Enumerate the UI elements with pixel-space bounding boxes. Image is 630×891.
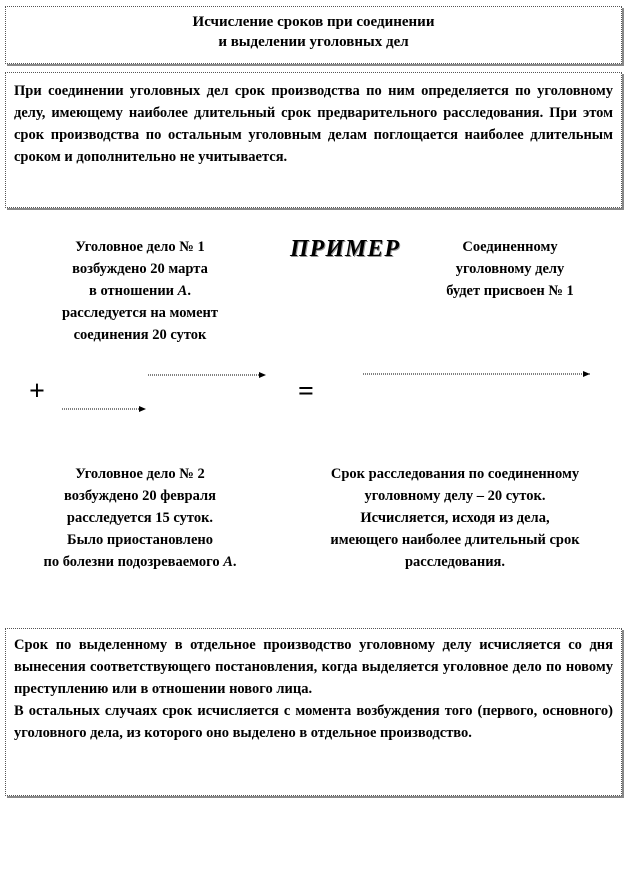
result-line-1: Срок расследования по соединенному [330,466,580,482]
title-line-1: Исчисление сроков при соединении [192,14,435,30]
case-2-line-1: Уголовное дело № 2 [75,466,205,482]
plus-sign: + [29,376,45,407]
case-2-line-2: возбуждено 20 февраля [64,488,216,504]
case-2-line-4: Было приостановлено [67,532,213,548]
case-2-person: А [223,554,233,570]
title-line-2: и выделении уголовных дел [218,34,409,50]
result-line-3: Исчисляется, исходя из дела, [360,510,550,526]
assign-line-3: будет присвоен № 1 [446,283,574,299]
case-1-line-5: соединения 20 суток [73,327,207,343]
example-label: ПРИМЕР [289,236,400,262]
separation-para-2: В остальных случаях срок исчисляется с момента возбуждения того (первого, основного) уголовного дела, из которого оно выделено в отдельное производство. [14,703,613,741]
separation-para-1: Срок по выделенному в отдельное производство уголовному делу исчисляется со дня вынесения соответствующего постановления, когда выделяется уголовное дело по новому преступлению или в отношении нового лица. [14,637,613,697]
case-1-line-4: расследуется на момент [61,305,219,321]
intro-text: При соединении уголовных дел срок производства по ним определяется по уголовному делу, имеющему наиболее длительный срок предварительного расследования. При этом срок производства по остальным уголовным делам поглощается наиболее длительным сроком и дополнительно не учитывается. [14,83,613,165]
case-2-prefix: по болезни подозреваемого [43,554,220,570]
case-1-prefix: в отношении [89,283,175,299]
case-1-dot: . [187,283,191,299]
case-2-line-5 [0,551,280,573]
case-2-dot: . [232,554,237,570]
case-1-line-1: Уголовное дело № 1 [75,239,205,255]
assign-line-1: Соединенному [462,239,558,255]
result-line-5: расследования. [404,554,506,570]
assign-line-2: уголовному делу [455,261,565,277]
case-2-block [0,463,280,573]
equals-sign: = [298,376,314,407]
case-1-line-2: возбуждено 20 марта [72,261,208,277]
case-2-line-3: расследуется 15 суток. [66,510,214,526]
result-line-4: имеющего наиболее длительный срок [330,532,580,548]
result-line-2: уголовному делу – 20 суток. [364,488,546,504]
case-1-person: А [177,283,188,299]
result-block [290,463,620,573]
separation-box [5,628,622,796]
